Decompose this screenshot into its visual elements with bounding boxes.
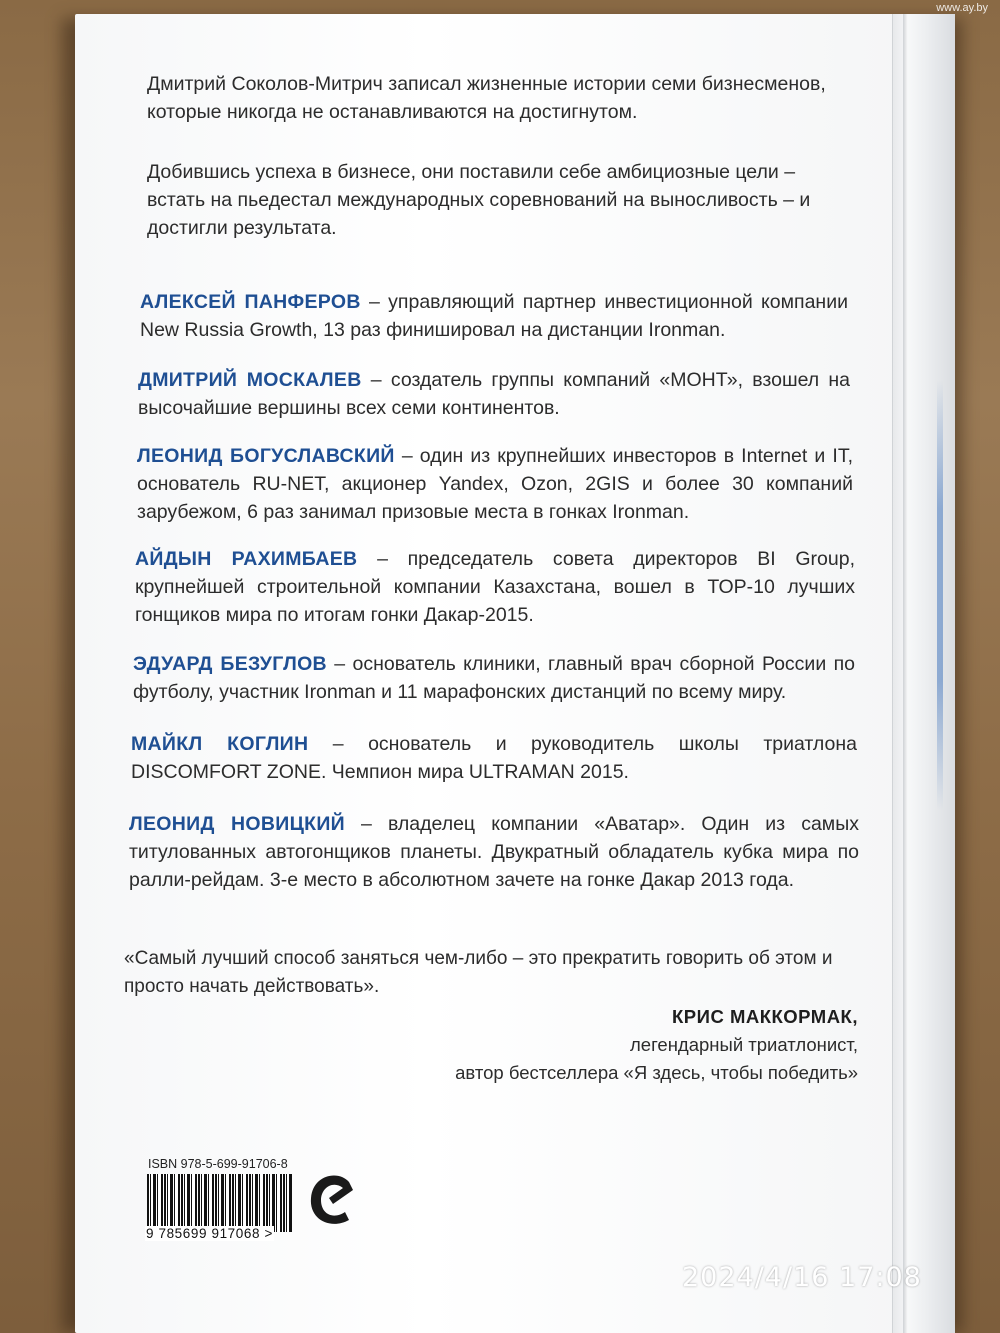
quote-author-role: легендарный триатлонист,	[630, 1034, 858, 1055]
person-name: ДМИТРИЙ МОСКАЛЕВ	[138, 369, 362, 391]
person-desc: – создатель группы компаний «МОНТ», взошел на высочайшие вершины всех семи континентов.	[138, 369, 850, 419]
person-block-panferov	[140, 288, 848, 344]
person-desc: – основатель клиники, главный врач сборной России по футболу, участник Ironman и 11 марафонских дистанций по всему миру.	[133, 653, 855, 703]
person-name: ЛЕОНИД БОГУСЛАВСКИЙ	[137, 445, 395, 467]
person-block-novitsky	[129, 810, 859, 894]
person-name: МАЙКЛ КОГЛИН	[131, 733, 309, 755]
barcode-digits: 9 785699 917068 >	[146, 1226, 273, 1241]
barcode	[147, 1174, 292, 1232]
person-desc: – основатель и руководитель школы триатлона DISCOMFORT ZONE. Чемпион мира ULTRAMAN 2015.	[131, 733, 857, 783]
person-name: АЙДЫН РАХИМБАЕВ	[135, 548, 358, 570]
person-desc: – владелец компании «Аватар». Один из самых титулованных автогонщиков планеты. Двукратный обладатель кубка мира по ралли-рейдам. 3-е место в абсолютном зачете на гонке Дакар 2013 года.	[129, 813, 859, 891]
person-name: ЭДУАРД БЕЗУГЛОВ	[133, 653, 327, 675]
person-desc: – управляющий партнер инвестиционной компании New Russia Growth, 13 раз финишировал на дистанции Ironman.	[140, 291, 848, 341]
spine-blue-edge	[937, 380, 943, 810]
person-block-moskalev	[138, 366, 850, 422]
spine-groove	[903, 14, 907, 1333]
quote-text: «Самый лучший способ заняться чем-либо – это прекратить говорить об этом и просто начать действовать».	[124, 948, 833, 997]
person-name: АЛЕКСЕЙ ПАНФЕРОВ	[140, 291, 361, 313]
person-block-boguslavsky	[137, 442, 853, 526]
quote-author-name: КРИС МАККОРМАК,	[672, 1006, 858, 1027]
person-desc: – один из крупнейших инвесторов в Internet и IT, основатель RU-NET, акционер Yandex, Ozon, 2GIS и более 30 компаний зарубежом, 6 раз занимал призовые места в гонках Ironman.	[137, 445, 853, 523]
publisher-logo-icon	[305, 1168, 363, 1232]
intro-paragraph-2: Добившись успеха в бизнесе, они поставили себе амбициозные цели – встать на пьедестал международных соревнований на выносливость – и достигли результата.	[147, 161, 811, 239]
book-spine	[892, 14, 955, 1333]
photo-datestamp: 2024/4/16 17:08	[682, 1262, 922, 1293]
isbn-label: ISBN 978-5-699-91706-8	[148, 1157, 288, 1171]
quote-author-work: автор бестселлера «Я здесь, чтобы победить»	[455, 1062, 858, 1083]
site-watermark: www.ay.by	[936, 2, 988, 14]
person-block-bezuglov	[133, 650, 855, 706]
person-block-rakhimbaev	[135, 545, 855, 629]
person-name: ЛЕОНИД НОВИЦКИЙ	[129, 813, 345, 835]
intro-paragraph-1: Дмитрий Соколов-Митрич записал жизненные истории семи бизнесменов, которые никогда не останавливаются на достигнутом.	[147, 73, 826, 123]
person-block-coughlin	[131, 730, 857, 786]
person-desc: – председатель совета директоров BI Group, крупнейшей строительной компании Казахстана, вошел в ТОР-10 лучших гонщиков мира по итогам гонки Дакар-2015.	[135, 548, 855, 626]
